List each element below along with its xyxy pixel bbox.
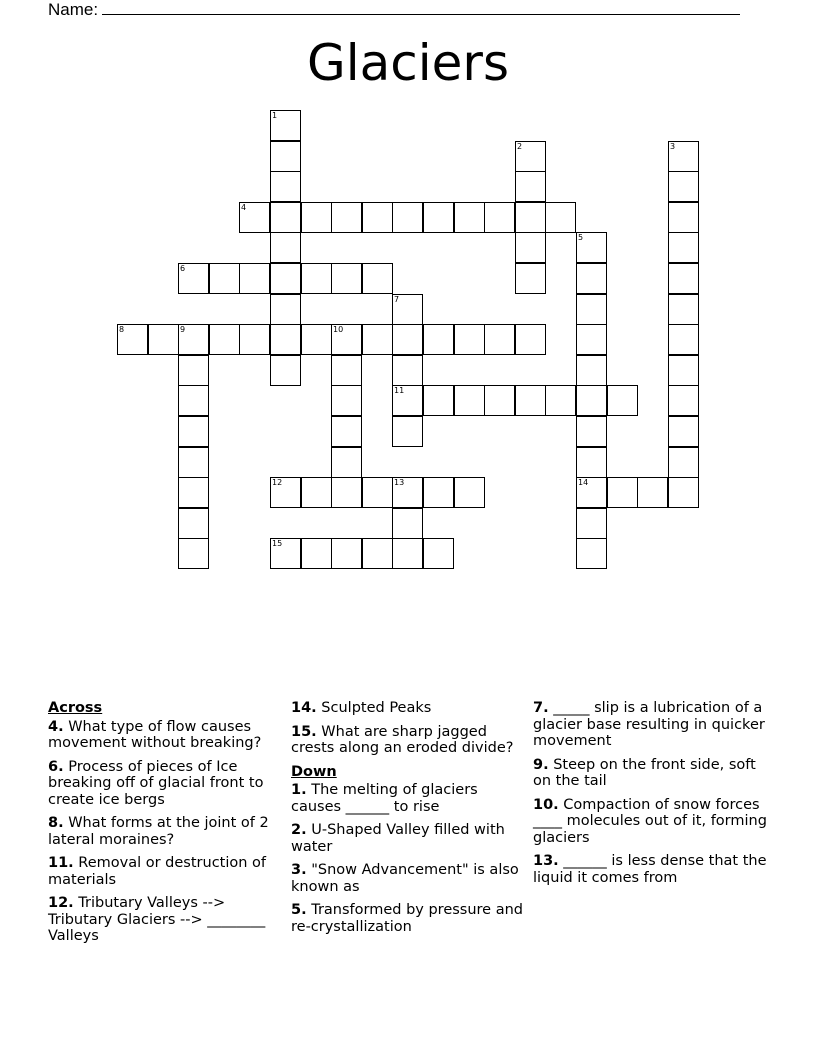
cell-number: 3 xyxy=(670,142,676,151)
crossword-cell[interactable] xyxy=(515,202,546,233)
crossword-cell-2[interactable] xyxy=(515,141,546,172)
cell-number: 11 xyxy=(394,386,405,395)
crossword-cell[interactable] xyxy=(576,508,607,539)
crossword-cell[interactable] xyxy=(178,447,209,478)
crossword-cell-12[interactable] xyxy=(270,477,301,508)
crossword-cell[interactable] xyxy=(454,324,485,355)
crossword-cell[interactable] xyxy=(423,385,454,416)
clue-number: 14. xyxy=(291,700,317,716)
clue-down-7 xyxy=(533,700,769,750)
clue-number: 4. xyxy=(48,718,64,735)
cell-number: 7 xyxy=(394,295,400,304)
clue-across-15 xyxy=(291,724,527,757)
clue-across-4 xyxy=(48,719,284,752)
name-label: Name: xyxy=(48,0,99,19)
clue-number: 11. xyxy=(48,855,74,871)
clues-column-1 xyxy=(48,700,284,952)
clue-down-10 xyxy=(533,797,769,847)
clue-text: What forms at the joint of 2 lateral moraines? xyxy=(48,815,269,848)
crossword-cell[interactable] xyxy=(607,477,638,508)
crossword-cell-15[interactable] xyxy=(270,538,301,569)
crossword-cell[interactable] xyxy=(515,324,546,355)
cell-number: 1 xyxy=(272,111,278,120)
crossword-cell[interactable] xyxy=(301,202,332,233)
crossword-cell[interactable] xyxy=(576,385,607,416)
crossword-cell[interactable] xyxy=(362,538,393,569)
crossword-cell[interactable] xyxy=(270,355,301,386)
crossword-cell[interactable] xyxy=(423,202,454,233)
clue-down-9 xyxy=(533,757,769,790)
cell-number: 4 xyxy=(241,203,247,212)
crossword-cell[interactable] xyxy=(545,385,576,416)
crossword-cell[interactable] xyxy=(668,416,699,447)
crossword-cell[interactable] xyxy=(484,202,515,233)
crossword-cell[interactable] xyxy=(668,232,699,263)
cell-number: 10 xyxy=(333,325,344,334)
clue-text: Transformed by pressure and re-crystallization xyxy=(291,902,523,935)
cell-number: 2 xyxy=(517,142,523,151)
crossword-cell[interactable] xyxy=(423,477,454,508)
crossword-cell[interactable] xyxy=(576,263,607,294)
clue-text: ______ is less dense that the liquid it comes from xyxy=(533,853,767,886)
crossword-cell[interactable] xyxy=(484,324,515,355)
clue-number: 8. xyxy=(48,815,64,831)
crossword-cell[interactable] xyxy=(668,263,699,294)
crossword-cell[interactable] xyxy=(178,385,209,416)
crossword-cell-5[interactable] xyxy=(576,232,607,263)
crossword-cell[interactable] xyxy=(331,202,362,233)
crossword-cell[interactable] xyxy=(576,324,607,355)
clue-number: 3. xyxy=(291,862,307,878)
cell-number: 8 xyxy=(119,325,125,334)
clue-number: 1. xyxy=(291,782,307,798)
crossword-cell-3[interactable] xyxy=(668,141,699,172)
clue-text: Sculpted Peaks xyxy=(321,700,432,716)
clue-text: _____ slip is a lubrication of a glacier base resulting in quicker movement xyxy=(533,700,765,749)
crossword-cell[interactable] xyxy=(545,202,576,233)
cell-number: 5 xyxy=(578,233,584,242)
crossword-cell[interactable] xyxy=(270,141,301,172)
crossword-cell[interactable] xyxy=(423,538,454,569)
crossword-cell[interactable] xyxy=(515,232,546,263)
clue-across-14 xyxy=(291,700,527,717)
crossword-cell[interactable] xyxy=(270,232,301,263)
clue-text: The melting of glaciers causes ______ to rise xyxy=(291,782,478,815)
crossword-cell[interactable] xyxy=(668,171,699,202)
crossword-cell[interactable] xyxy=(178,508,209,539)
clues-column-2 xyxy=(291,700,527,942)
clue-number: 9. xyxy=(533,756,549,773)
crossword-cell[interactable] xyxy=(331,263,362,294)
crossword-cell[interactable] xyxy=(270,202,301,233)
crossword-cell[interactable] xyxy=(515,171,546,202)
crossword-cell-14[interactable] xyxy=(576,477,607,508)
clue-text: What type of flow causes movement without breaking? xyxy=(48,718,262,751)
crossword-cell[interactable] xyxy=(454,385,485,416)
cell-number: 15 xyxy=(272,539,283,548)
crossword-cell[interactable] xyxy=(178,416,209,447)
crossword-cell[interactable] xyxy=(178,477,209,508)
crossword-cell-7[interactable] xyxy=(392,294,423,325)
cell-number: 14 xyxy=(578,478,589,487)
crossword-cell[interactable] xyxy=(362,477,393,508)
crossword-cell[interactable] xyxy=(331,477,362,508)
page-title: Glaciers xyxy=(306,34,510,92)
clue-down-2 xyxy=(291,822,527,855)
crossword-cell[interactable] xyxy=(209,263,240,294)
crossword-cell[interactable] xyxy=(668,447,699,478)
clue-number: 6. xyxy=(48,758,64,775)
crossword-cell[interactable] xyxy=(392,538,423,569)
clue-down-3 xyxy=(291,862,527,895)
crossword-cell[interactable] xyxy=(270,324,301,355)
crossword-cell[interactable] xyxy=(392,416,423,447)
crossword-cell[interactable] xyxy=(270,294,301,325)
clue-number: 7. xyxy=(533,700,549,716)
cell-number: 13 xyxy=(394,478,405,487)
crossword-cell-8[interactable] xyxy=(117,324,148,355)
crossword-cell[interactable] xyxy=(576,355,607,386)
crossword-cell[interactable] xyxy=(301,324,332,355)
clue-down-5 xyxy=(291,902,527,935)
crossword-cell[interactable] xyxy=(392,202,423,233)
crossword-cell[interactable] xyxy=(301,477,332,508)
crossword-cell[interactable] xyxy=(668,324,699,355)
clue-text: Compaction of snow forces ____ molecules out of it, forming glaciers xyxy=(533,796,767,846)
crossword-cell[interactable] xyxy=(392,355,423,386)
crossword-cell[interactable] xyxy=(515,263,546,294)
cell-number: 9 xyxy=(180,325,186,334)
clue-text: "Snow Advancement" is also known as xyxy=(291,862,519,895)
crossword-cell[interactable] xyxy=(148,324,179,355)
crossword-cell[interactable] xyxy=(331,385,362,416)
clue-across-11 xyxy=(48,855,284,888)
crossword-cell[interactable] xyxy=(607,385,638,416)
crossword-cell[interactable] xyxy=(668,477,699,508)
crossword-cell[interactable] xyxy=(178,538,209,569)
crossword-cell[interactable] xyxy=(331,355,362,386)
crossword-cell[interactable] xyxy=(576,294,607,325)
clue-number: 13. xyxy=(533,853,559,869)
clue-number: 10. xyxy=(533,796,559,813)
clue-text: What are sharp jagged crests along an eroded divide? xyxy=(291,723,514,756)
clue-number: 5. xyxy=(291,902,307,918)
crossword-cell[interactable] xyxy=(454,477,485,508)
crossword-cell[interactable] xyxy=(270,263,301,294)
crossword-cell[interactable] xyxy=(423,324,454,355)
clue-text: Steep on the front side, soft on the tail xyxy=(533,756,756,789)
crossword-cell[interactable] xyxy=(576,416,607,447)
crossword-cell[interactable] xyxy=(362,263,393,294)
crossword-cell[interactable] xyxy=(515,385,546,416)
across-heading: Across xyxy=(48,700,103,716)
clue-text: Tributary Valleys --> Tributary Glaciers --> ________ Valleys xyxy=(48,895,266,944)
crossword-cell[interactable] xyxy=(362,202,393,233)
crossword-cell[interactable] xyxy=(668,202,699,233)
clue-number: 12. xyxy=(48,895,74,911)
crossword-cell[interactable] xyxy=(331,538,362,569)
crossword-cell[interactable] xyxy=(484,385,515,416)
down-heading: Down xyxy=(291,763,337,780)
clue-across-6 xyxy=(48,759,284,809)
crossword-cell[interactable] xyxy=(454,202,485,233)
crossword-cell[interactable] xyxy=(392,324,423,355)
crossword-cell[interactable] xyxy=(209,324,240,355)
crossword-cell[interactable] xyxy=(668,385,699,416)
crossword-cell-11[interactable] xyxy=(392,385,423,416)
crossword-cell[interactable] xyxy=(362,324,393,355)
cell-number: 12 xyxy=(272,478,283,487)
crossword-cell-1[interactable] xyxy=(270,110,301,141)
clues-column-3 xyxy=(533,700,769,893)
clue-text: Process of pieces of Ice breaking off of glacial front to create ice bergs xyxy=(48,758,264,808)
crossword-cell-9[interactable] xyxy=(178,324,209,355)
crossword-cell-4[interactable] xyxy=(239,202,270,233)
crossword-cell-10[interactable] xyxy=(331,324,362,355)
crossword-cell[interactable] xyxy=(576,447,607,478)
clue-number: 15. xyxy=(291,723,317,740)
crossword-cell[interactable] xyxy=(331,416,362,447)
crossword-cell[interactable] xyxy=(270,171,301,202)
crossword-cell[interactable] xyxy=(301,263,332,294)
cell-number: 6 xyxy=(180,264,186,273)
crossword-cell[interactable] xyxy=(668,294,699,325)
clue-across-12 xyxy=(48,895,284,945)
crossword-cell[interactable] xyxy=(301,538,332,569)
crossword-cell[interactable] xyxy=(668,355,699,386)
crossword-cell[interactable] xyxy=(637,477,668,508)
crossword-cell[interactable] xyxy=(576,538,607,569)
crossword-cell[interactable] xyxy=(239,263,270,294)
crossword-cell-13[interactable] xyxy=(392,477,423,508)
clue-number: 2. xyxy=(291,822,307,838)
clue-down-1 xyxy=(291,782,527,815)
crossword-cell-6[interactable] xyxy=(178,263,209,294)
crossword-cell[interactable] xyxy=(392,508,423,539)
clue-across-8 xyxy=(48,815,284,848)
crossword-cell[interactable] xyxy=(239,324,270,355)
crossword-cell[interactable] xyxy=(178,355,209,386)
clue-text: U-Shaped Valley filled with water xyxy=(291,822,505,855)
clue-down-13 xyxy=(533,853,769,886)
crossword-cell[interactable] xyxy=(331,447,362,478)
clue-text: Removal or destruction of materials xyxy=(48,855,267,888)
